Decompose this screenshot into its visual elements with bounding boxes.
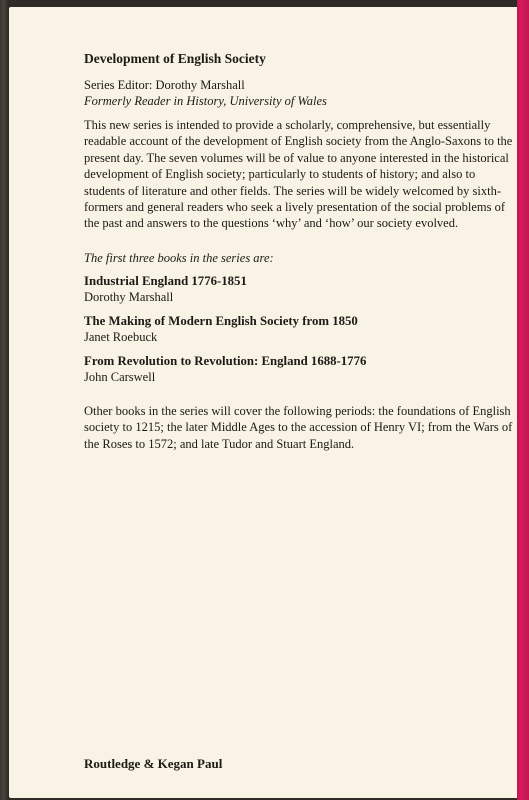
- back-cover: [9, 7, 520, 798]
- book-entry: [84, 273, 516, 305]
- editor-affiliation: Formerly Reader in History, University of Wales: [84, 94, 327, 108]
- book-title: Industrial England 1776-1851: [84, 273, 247, 288]
- series-title: Development of English Society: [84, 51, 266, 66]
- first-three-heading: The first three books in the series are:: [84, 250, 274, 265]
- book-author: John Carswell: [84, 369, 156, 384]
- book-author: Dorothy Marshall: [84, 289, 174, 304]
- cover-text: [84, 51, 516, 452]
- book-author: Janet Roebuck: [84, 329, 158, 344]
- book-title: The Making of Modern English Society from 1850: [84, 313, 358, 328]
- spine-edge: [517, 0, 529, 800]
- series-editor: Series Editor: Dorothy Marshall: [84, 78, 245, 92]
- publisher-name: Routledge & Kegan Paul: [84, 756, 223, 771]
- other-books-note: Other books in the series will cover the following periods: the foundations of English society to 1215; the later Middle Ages to the accession of Henry VI; from the Wars of the Roses to 1572; and late Tudor and Stuart England.: [84, 403, 513, 451]
- book-title: From Revolution to Revolution: England 1688-1776: [84, 353, 367, 368]
- series-description: This new series is intended to provide a scholarly, comprehensive, but essentially readable account of the development of English society from the Anglo-Saxons to the present day. The seven volumes will be of value to anyone interested in the historical development of English society; particularly to students of history; and also to students of literature and other fields. The series will be widely welcomed by sixth-formers and general readers who seek a lively presentation of the social problems of the past and answers to the questions ‘why’ and ‘how’ our society evolved.: [84, 118, 513, 231]
- book-entry: [84, 313, 516, 345]
- book-entry: [84, 353, 516, 385]
